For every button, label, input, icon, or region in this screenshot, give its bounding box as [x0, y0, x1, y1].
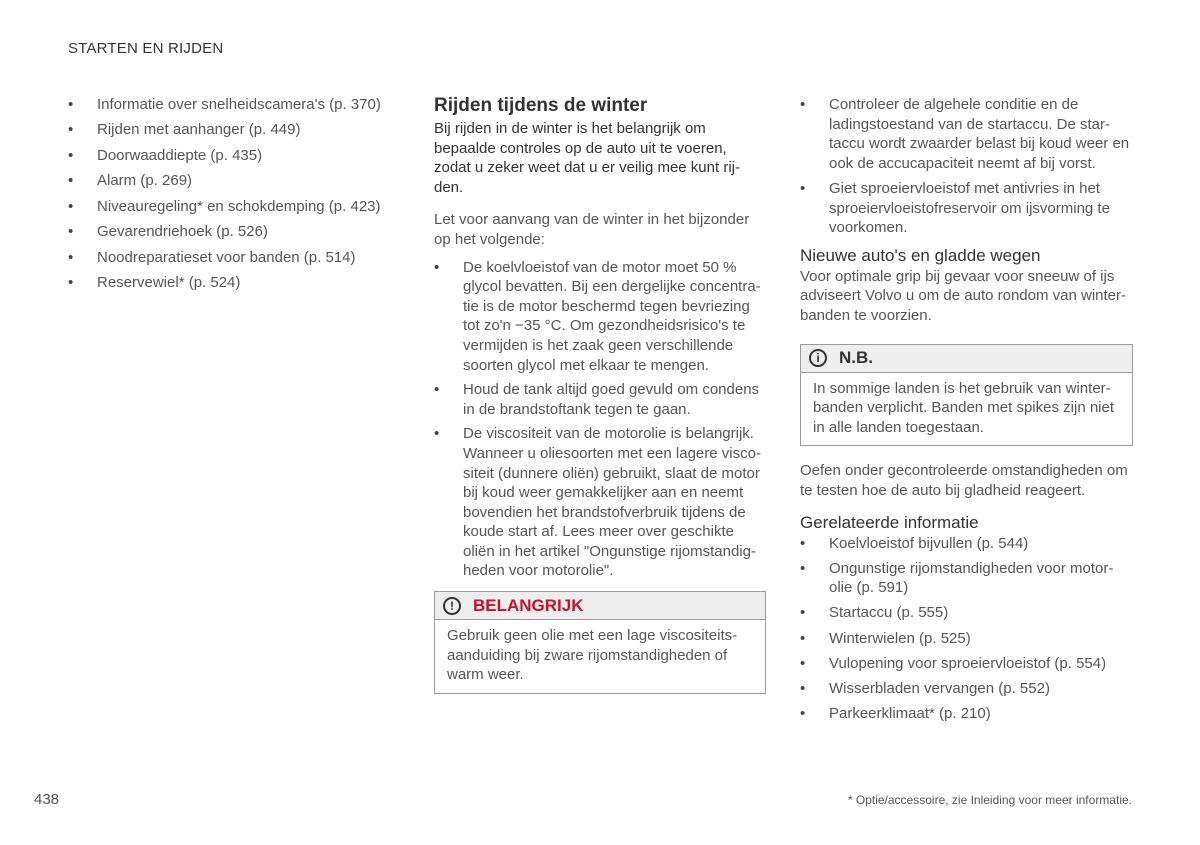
- list-item[interactable]: • Vulopening voor sproeiervloeistof (p. 554): [800, 654, 1133, 674]
- footnote: * Optie/accessoire, zie Inleiding voor meer informatie.: [847, 793, 1132, 807]
- list-item[interactable]: • Noodreparatieset voor banden (p. 514): [68, 248, 393, 268]
- subsection-title: Nieuwe auto's en gladde wegen: [800, 245, 1041, 265]
- list-item[interactable]: • Startaccu (p. 555): [800, 603, 1133, 623]
- list-item: • De koelvloeistof van de motor moet 50 % glycol bevatten. Bij een dergelijke concentra-tie is de motor beschermd tegen bevriezing tot zo'n −35 °C. Om gezondheidsrisico's te vermijden is het zaak geen verschillende soorten glycol met elkaar te mengen.: [434, 258, 766, 376]
- warning-title: BELANGRIJK: [473, 595, 584, 615]
- chapter-title: STARTEN EN RIJDEN: [68, 40, 224, 57]
- list-item: • De viscositeit van de motorolie is belangrijk. Wanneer u oliesoorten met een lagere visco-siteit (dunnere oliën) gebruikt, slaat de motor bij koud weer gemakkelijker aan en neemt bovendien het brandstofverbruik tijdens de koude start af. Lees meer over geschikte oliën in het artikel "Ongunstige rijomstandig-heden voor motorolie".: [434, 424, 766, 581]
- related-links-list: [68, 95, 393, 293]
- note-box: [800, 344, 1133, 447]
- note-text: In sommige landen is het gebruik van winter-banden verplicht. Banden met spikes zijn niet in alle landen toegestaan.: [813, 379, 1115, 436]
- list-item[interactable]: • Parkeerklimaat* (p. 210): [800, 704, 1133, 724]
- exclamation-icon: !: [443, 597, 461, 615]
- note-header: [801, 345, 1132, 373]
- warning-text: Gebruik geen olie met een lage viscositeits-aanduiding bij zware rijomstandigheden of warm weer.: [447, 627, 738, 684]
- list-item[interactable]: • Reservewiel* (p. 524): [68, 273, 393, 293]
- note-title: N.B.: [839, 348, 873, 368]
- list-item: • Houd de tank altijd goed gevuld om condens in de brandstoftank tegen te gaan.: [434, 380, 766, 419]
- winter-checklist-continued: [800, 95, 1133, 238]
- winter-paragraph: Let voor aanvang van de winter in het bijzonder op het volgende:: [434, 211, 750, 248]
- left-column: [68, 95, 393, 299]
- list-item: • Controleer de algehele conditie en de ladingstoestand van de startaccu. De star-taccu wordt zwaarder belast bij koud weer en ook de accucapaciteit neemt af bij vorst.: [800, 95, 1133, 173]
- list-item[interactable]: • Ongunstige rijomstandigheden voor motor-olie (p. 591): [800, 559, 1133, 598]
- middle-column: [434, 95, 766, 694]
- warning-box: [434, 591, 766, 694]
- practice-paragraph: Oefen onder gecontroleerde omstandigheden om te testen hoe de auto bij gladheid reageert.: [800, 462, 1128, 499]
- list-item[interactable]: • Winterwielen (p. 525): [800, 629, 1133, 649]
- winter-checklist: [434, 258, 766, 582]
- list-item[interactable]: • Alarm (p. 269): [68, 171, 393, 191]
- list-item[interactable]: • Niveauregeling* en schokdemping (p. 423): [68, 197, 393, 217]
- list-item[interactable]: • Informatie over snelheidscamera's (p. 370): [68, 95, 393, 115]
- list-item: • Giet sproeiervloeistof met antivries in het sproeiervloeistofreservoir om ijsvorming te voorkomen.: [800, 179, 1133, 238]
- page-number: 438: [34, 791, 60, 808]
- warning-header: [435, 592, 765, 620]
- section-intro: Bij rijden in de winter is het belangrijk om bepaalde controles op de auto uit te voeren, zodat u zeker weet dat u er veilig mee kunt rij-den.: [434, 120, 740, 196]
- section-title: Rijden tijdens de winter: [434, 95, 648, 116]
- list-item[interactable]: • Rijden met aanhanger (p. 449): [68, 120, 393, 140]
- list-item[interactable]: • Koelvloeistof bijvullen (p. 544): [800, 534, 1133, 554]
- list-item[interactable]: • Wisserbladen vervangen (p. 552): [800, 679, 1133, 699]
- subsection-text: Voor optimale grip bij gevaar voor sneeuw of ijs adviseert Volvo u om de auto rondom van winter-banden te voorzien.: [800, 267, 1127, 324]
- related-info-title: Gerelateerde informatie: [800, 512, 979, 532]
- right-column: [800, 95, 1133, 729]
- list-item[interactable]: • Doorwaaddiepte (p. 435): [68, 146, 393, 166]
- info-icon: i: [809, 349, 827, 367]
- related-info-list: [800, 534, 1133, 724]
- list-item[interactable]: • Gevarendriehoek (p. 526): [68, 222, 393, 242]
